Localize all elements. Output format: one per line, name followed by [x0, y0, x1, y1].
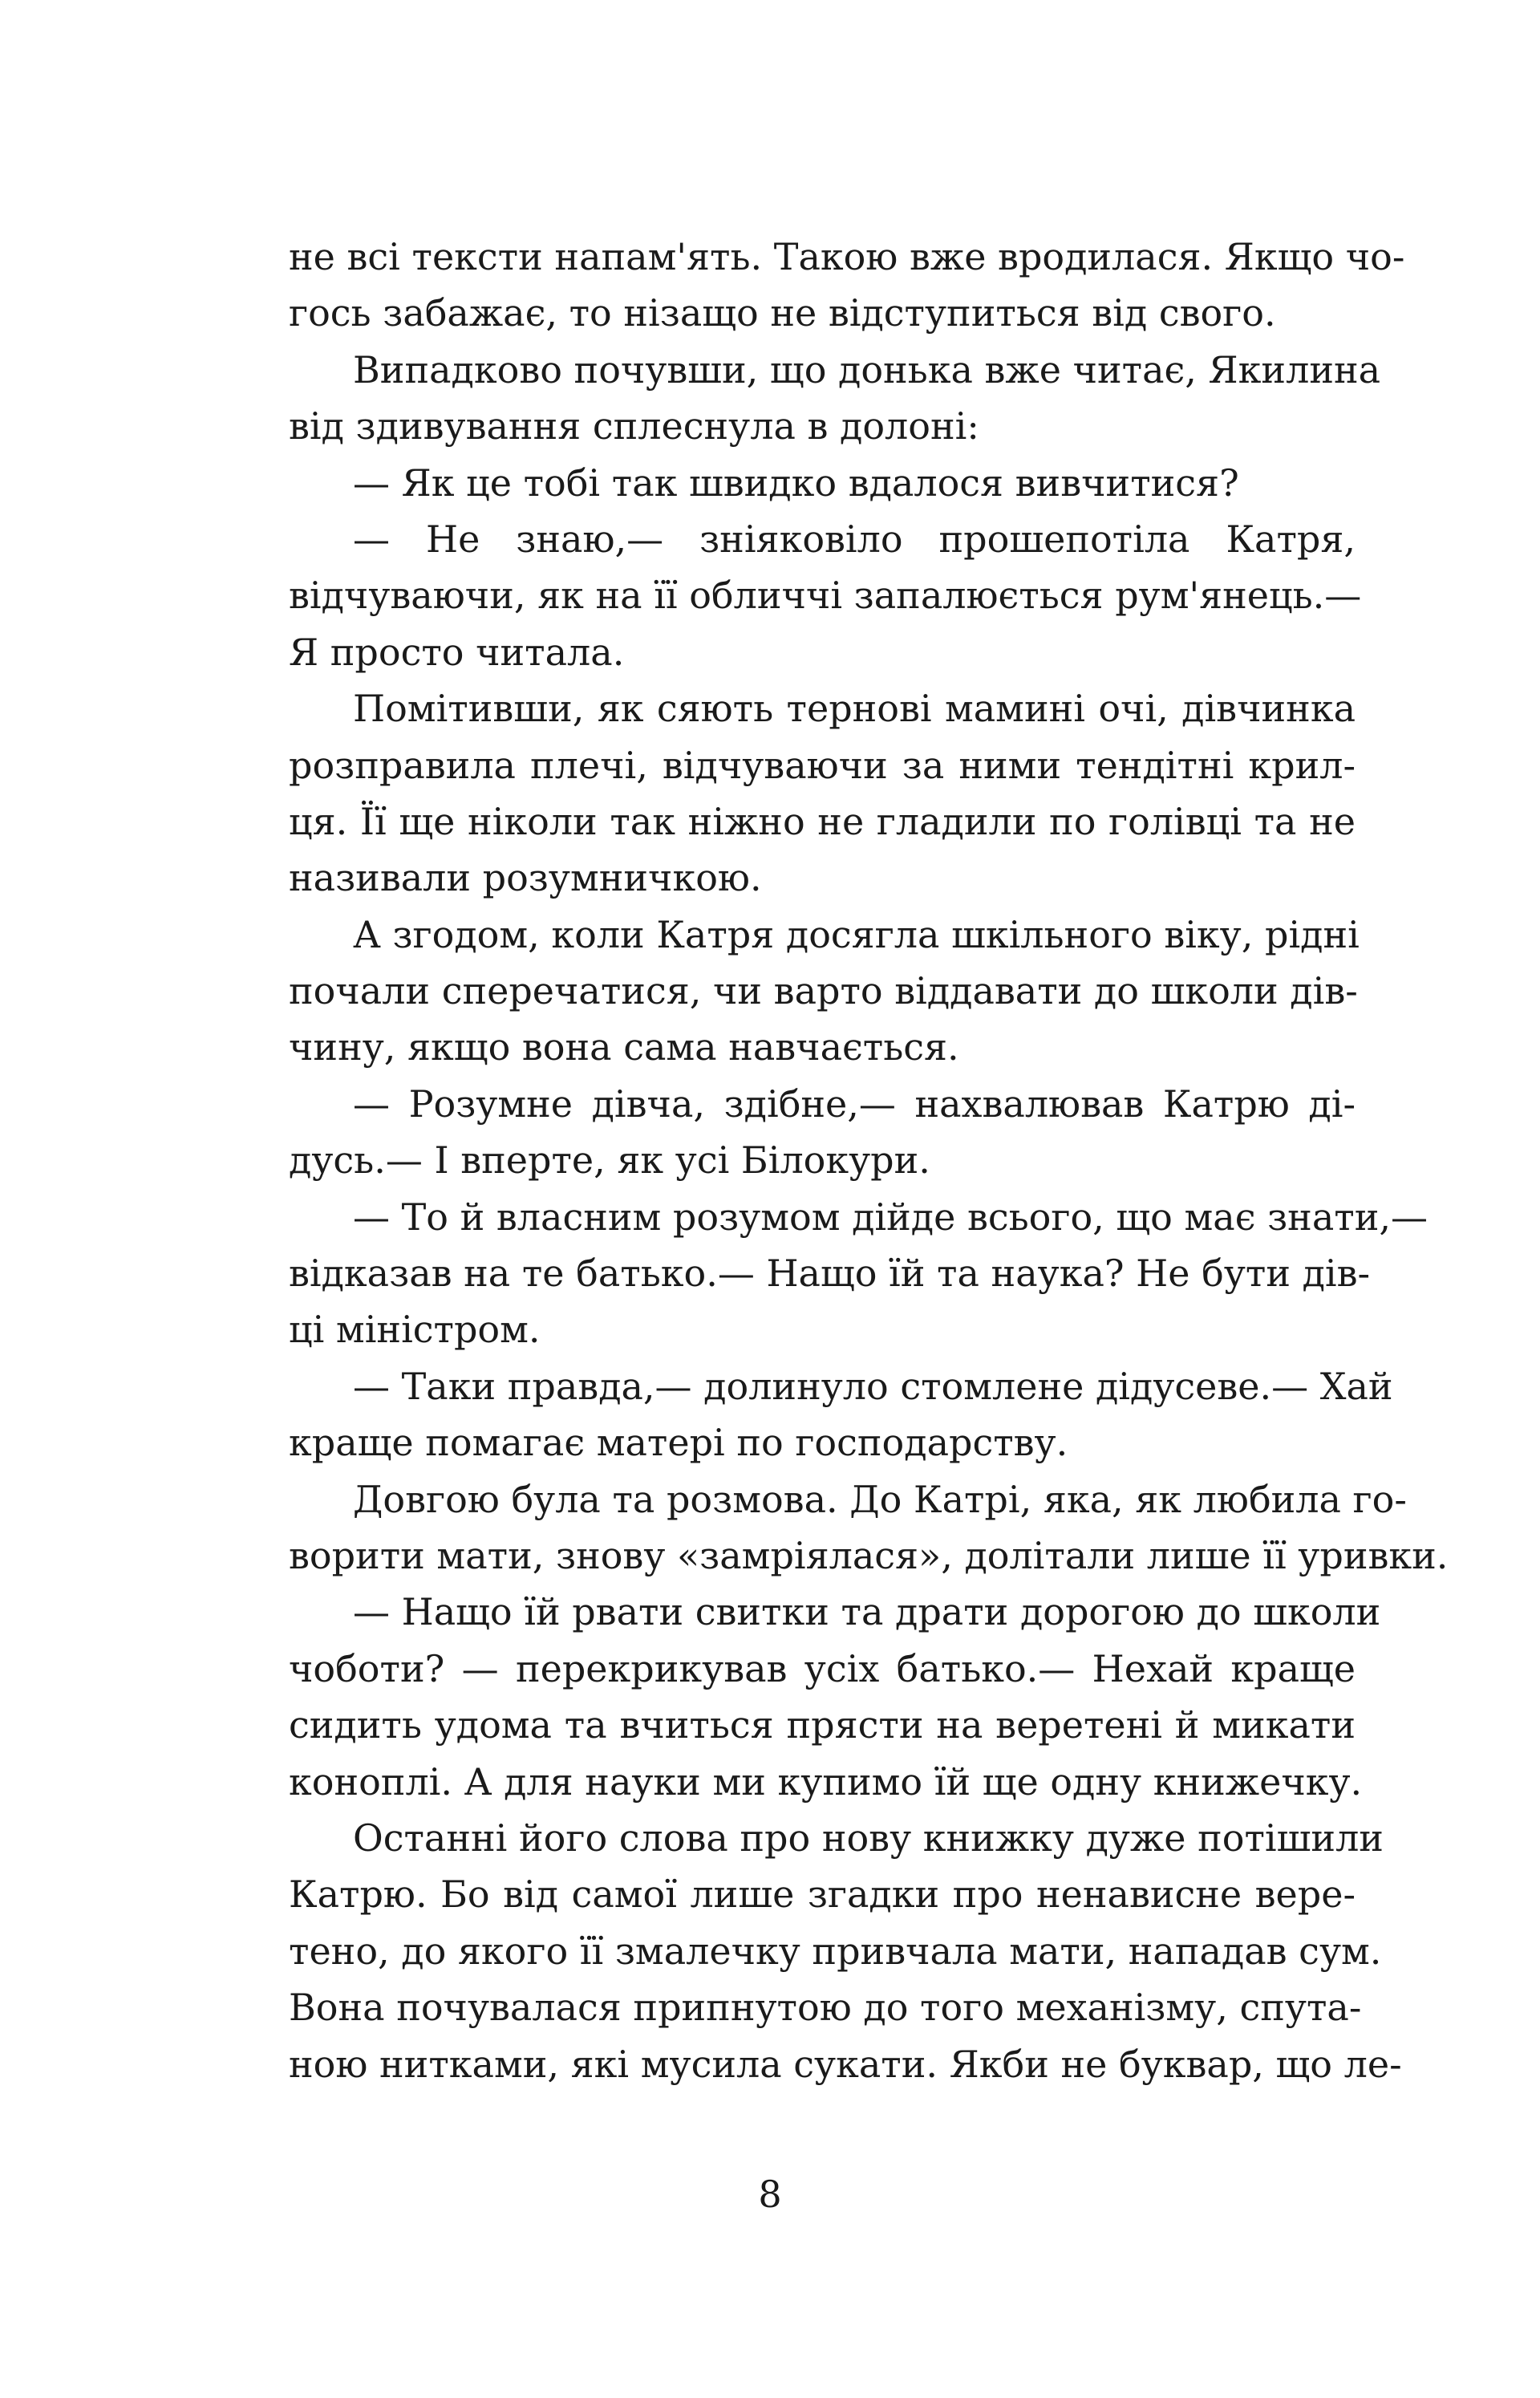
text-line: коноплі. А для науки ми купимо їй ще одну книжечку. — [289, 1759, 1363, 1804]
text-line: ця. Її ще ніколи так ніжно не гладили по голівці та не — [289, 799, 1356, 843]
text-line: краще помагає матері по господарству. — [289, 1421, 1068, 1465]
text-line: Останні його слова про нову книжку дуже потішили — [353, 1816, 1384, 1860]
text-line: Довгою була та розмова. До Катрі, яка, як любила го- — [353, 1477, 1407, 1521]
text-line: тено, до якого її змалечку привчала мати, нападав сум. — [289, 1929, 1382, 1973]
text-line: ною нитками, які мусила сукати. Якби не буквар, що ле- — [289, 2042, 1402, 2086]
text-line: сидить удома та вчиться прясти на веретені й микати — [289, 1703, 1356, 1747]
text-line: чину, якщо вона сама навчається. — [289, 1025, 959, 1069]
text-line: — Не знаю,— зніяковіло прошепотіла Катря, — [353, 517, 1356, 561]
text-line: відчуваючи, як на її обличчі запалюється рум'янець.— — [289, 574, 1362, 618]
text-line: — Розумне дівча, здібне,— нахвалював Катрю ді- — [353, 1081, 1356, 1126]
text-line: ворити мати, знову «замріялася», долітали лише її уривки. — [289, 1533, 1449, 1577]
text-line: не всі тексти напам'ять. Такою вже вродилася. Якщо чо- — [289, 235, 1405, 278]
text-line: дусь.— І вперте, як усі Білокури. — [289, 1138, 930, 1183]
text-line: Вона почувалася припнутою до того механізму, спута- — [289, 1986, 1362, 2030]
text-line: ці міністром. — [289, 1308, 541, 1352]
page-number: 8 — [758, 2173, 782, 2216]
text-line: — То й власним розумом дійде всього, що має знати,— — [353, 1195, 1428, 1239]
text-line: від здивування сплеснула в долоні: — [289, 404, 979, 448]
text-line: Помітивши, як сяють тернові мамині очі, дівчинка — [353, 687, 1356, 731]
text-line: почали сперечатися, чи варто віддавати до школи дів- — [289, 969, 1358, 1013]
text-line: А згодом, коли Катря досягла шкільного віку, рідні — [353, 912, 1360, 956]
text-line: Випадково почувши, що донька вже читає, Якилина — [353, 347, 1381, 392]
text-line: — Нащо їй рвати свитки та драти дорогою до школи — [353, 1590, 1381, 1634]
text-line: відказав на те батько.— Нащо їй та наука? Не бути дів- — [289, 1252, 1371, 1296]
text-line: розправила плечі, відчуваючи за ними тендітні крил- — [289, 743, 1356, 787]
text-line: чоботи? — перекрикував усіх батько.— Нехай краще — [289, 1646, 1356, 1690]
text-line: називали розумничкою. — [289, 856, 762, 900]
text-line: — Таки правда,— долинуло стомлене дідусеве.— Хай — [353, 1364, 1393, 1408]
text-line: Катрю. Бо від самої лише згадки про ненависне вере- — [289, 1873, 1356, 1917]
text-line: гось забажає, то нізащо не відступиться від свого. — [289, 291, 1276, 335]
text-line: Я просто читала. — [289, 630, 625, 674]
text-line: — Як це тобі так швидко вдалося вивчитися? — [353, 461, 1239, 505]
page-text — [289, 229, 1449, 2092]
